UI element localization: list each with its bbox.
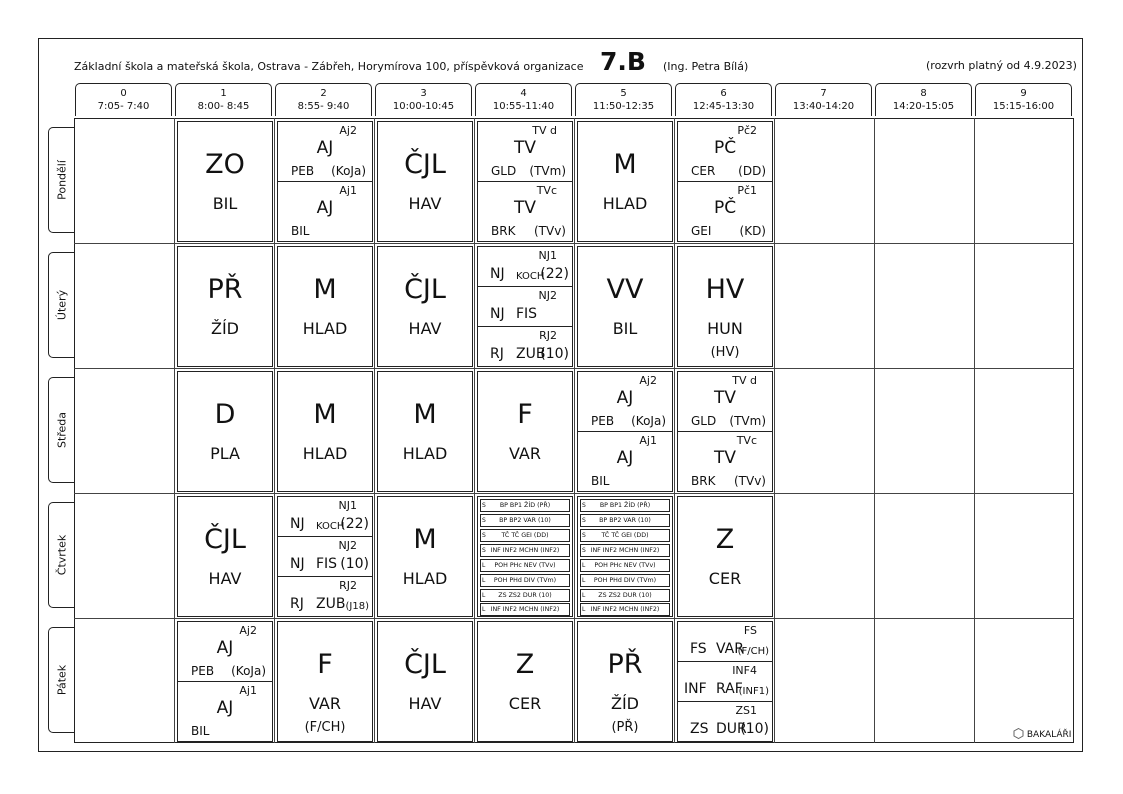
teacher-code: BRK xyxy=(491,224,516,238)
mini-lesson xyxy=(480,589,570,602)
lesson-cell[interactable] xyxy=(577,121,673,242)
week-marker: L xyxy=(582,592,586,599)
day-label: Čtvrtek xyxy=(55,534,68,576)
subject: AJ xyxy=(216,638,234,658)
group-name: TV d xyxy=(732,374,757,387)
mini-lesson-text: INF INF2 MCHN (INF2) xyxy=(490,547,560,554)
class-teacher: (Ing. Petra Bílá) xyxy=(663,60,749,73)
period-header-2 xyxy=(275,83,372,116)
room: (HV) xyxy=(710,345,740,360)
teacher-code: RAF xyxy=(716,681,743,697)
group-lesson xyxy=(178,682,272,742)
subject: TV xyxy=(713,448,736,468)
group-name: Aj2 xyxy=(639,374,657,387)
teacher-code: HLAD xyxy=(302,444,348,463)
teacher-code: CER xyxy=(708,569,742,588)
mini-lesson-text: BP BP1 ŽÍD (PŘ) xyxy=(499,502,551,509)
lesson-cell[interactable] xyxy=(577,246,673,367)
teacher-code: PEB xyxy=(591,414,615,428)
period-number: 3 xyxy=(420,88,427,99)
lesson-cell[interactable] xyxy=(677,121,773,242)
mini-lesson xyxy=(580,559,670,572)
teacher-code: CER xyxy=(691,164,716,178)
lesson-cell[interactable] xyxy=(277,496,373,617)
teacher-code: GEI xyxy=(691,224,712,238)
week-marker: L xyxy=(482,562,486,569)
mini-lesson-text: INF INF2 MCHN (INF2) xyxy=(590,606,660,613)
day-tab-monday xyxy=(48,127,74,233)
period-number: 2 xyxy=(320,88,327,99)
group-name: Aj2 xyxy=(339,124,357,137)
teacher-code: BIL xyxy=(191,724,210,738)
room: (KD) xyxy=(739,224,766,238)
group-lesson xyxy=(278,577,372,617)
subject: NJ xyxy=(290,516,305,532)
week-marker: S xyxy=(482,547,486,554)
group-lesson xyxy=(478,122,572,182)
mini-lesson xyxy=(580,574,670,587)
mini-lesson xyxy=(580,499,670,512)
group-name: NJ2 xyxy=(538,289,557,302)
mini-lesson xyxy=(480,574,570,587)
period-number: 1 xyxy=(220,88,227,99)
teacher-code: VAR xyxy=(309,694,341,713)
group-name: Aj1 xyxy=(239,684,257,697)
subject: PČ xyxy=(713,198,737,218)
teacher-code: ZUB xyxy=(516,346,546,362)
subject: ZO xyxy=(205,149,245,180)
subject: AJ xyxy=(316,138,334,158)
school-name: Základní škola a mateřská škola, Ostrava - Zábřeh, Horymírova 100, příspěvková organizace xyxy=(74,60,584,73)
grid-line xyxy=(774,118,775,743)
group-lesson xyxy=(678,662,772,702)
teacher-code: GLD xyxy=(691,414,717,428)
lesson-cell[interactable] xyxy=(477,496,573,617)
teacher-code: GLD xyxy=(491,164,517,178)
subject: AJ xyxy=(616,388,634,408)
period-number: 5 xyxy=(620,88,627,99)
teacher-code: HAV xyxy=(408,194,442,213)
group-lesson xyxy=(278,497,372,537)
week-marker: S xyxy=(482,517,486,524)
group-lesson xyxy=(678,182,772,242)
lesson-cell[interactable] xyxy=(277,246,373,367)
subject: AJ xyxy=(216,698,234,718)
teacher-code: PLA xyxy=(210,444,240,463)
mini-lesson-text: TČ TČ GEI (DD) xyxy=(501,532,549,539)
period-header-3 xyxy=(375,83,472,116)
mini-lesson xyxy=(480,514,570,527)
period-header-7 xyxy=(775,83,872,116)
week-marker: S xyxy=(582,502,586,509)
group-lesson xyxy=(178,622,272,682)
group-lesson xyxy=(678,622,772,662)
lesson-cell[interactable] xyxy=(677,371,773,492)
grid-line xyxy=(74,243,1074,244)
room: (10) xyxy=(340,556,369,572)
mini-lesson xyxy=(580,544,670,557)
group-name: ZS1 xyxy=(735,704,757,717)
subject: NJ xyxy=(490,306,505,322)
mini-lesson-text: BP BP2 VAR (10) xyxy=(599,517,651,524)
day-label: Pondělí xyxy=(55,160,68,200)
grid-line xyxy=(874,118,875,743)
subject: F xyxy=(517,399,533,430)
mini-lesson-text: POH PHc NEV (TVv) xyxy=(594,562,656,569)
week-marker: L xyxy=(582,606,586,613)
week-marker: S xyxy=(482,502,486,509)
lesson-cell[interactable] xyxy=(177,621,273,742)
lesson-cell[interactable] xyxy=(677,246,773,367)
room: (10) xyxy=(740,721,769,737)
mini-lesson-text: BP BP1 ŽÍD (PŘ) xyxy=(599,502,651,509)
group-name: TV d xyxy=(532,124,557,137)
period-time: 10:00-10:45 xyxy=(392,101,455,112)
bakalari-logo-icon xyxy=(1013,728,1024,739)
mini-lesson-text: ZS ZS2 DUR (10) xyxy=(498,592,552,599)
subject: PČ xyxy=(713,138,737,158)
room: (J18) xyxy=(345,601,369,612)
subject: F xyxy=(317,649,333,680)
teacher-code: HLAD xyxy=(402,444,448,463)
subject: AJ xyxy=(316,198,334,218)
week-marker: S xyxy=(582,532,586,539)
teacher-code: HAV xyxy=(408,694,442,713)
group-lesson xyxy=(678,372,772,432)
group-lesson xyxy=(478,182,572,242)
validity-date: (rozvrh platný od 4.9.2023) xyxy=(926,59,1077,72)
week-marker: S xyxy=(482,532,486,539)
period-header-4 xyxy=(475,83,572,116)
mini-lesson-text: POH PHc NEV (TVv) xyxy=(494,562,556,569)
group-name: INF4 xyxy=(732,664,757,677)
week-marker: S xyxy=(582,517,586,524)
lesson-cell[interactable] xyxy=(577,621,673,742)
teacher-code: BRK xyxy=(691,474,716,488)
teacher-code: ZUB xyxy=(316,596,346,612)
day-label: Středa xyxy=(55,411,68,449)
period-time: 10:55-11:40 xyxy=(492,101,555,112)
group-name: RJ2 xyxy=(339,579,357,592)
period-header-1 xyxy=(175,83,272,116)
period-time: 7:05- 7:40 xyxy=(97,101,150,112)
lesson-cell[interactable] xyxy=(577,371,673,492)
mini-lesson xyxy=(580,529,670,542)
subject: ČJL xyxy=(404,274,446,305)
subject: FS xyxy=(690,641,707,657)
grid-line xyxy=(74,368,1074,369)
day-label: Pátek xyxy=(55,664,68,696)
room: (KoJa) xyxy=(631,414,666,428)
grid-line xyxy=(374,118,375,743)
mini-lesson-text: POH PHd DIV (TVm) xyxy=(593,577,657,584)
lesson-cell[interactable] xyxy=(177,121,273,242)
group-name: TVc xyxy=(536,184,557,197)
room: (22) xyxy=(340,516,369,532)
teacher-code: ŽÍD xyxy=(211,319,239,338)
teacher-code: DUR xyxy=(716,721,747,737)
mini-lesson-text: ZS ZS2 DUR (10) xyxy=(598,592,652,599)
week-marker: L xyxy=(582,562,586,569)
subject: TV xyxy=(713,388,736,408)
lesson-cell[interactable] xyxy=(377,246,473,367)
subject: Z xyxy=(515,649,535,680)
period-header-8 xyxy=(875,83,972,116)
teacher-code: KOCH xyxy=(516,271,545,282)
group-lesson xyxy=(278,537,372,577)
teacher-code: CER xyxy=(508,694,542,713)
group-name: TVc xyxy=(736,434,757,447)
room: (PŘ) xyxy=(611,720,639,735)
teacher-code: BIL xyxy=(591,474,610,488)
mini-lesson-text: INF INF2 MCHN (INF2) xyxy=(490,606,560,613)
subject: Z xyxy=(715,524,735,555)
subject: HV xyxy=(705,274,745,305)
period-number: 7 xyxy=(820,88,827,99)
teacher-code: ŽÍD xyxy=(611,694,639,713)
mini-lesson xyxy=(580,603,670,616)
subject: TV xyxy=(513,138,536,158)
room: (DD) xyxy=(738,164,766,178)
week-marker: L xyxy=(482,592,486,599)
week-marker: L xyxy=(482,577,486,584)
lesson-cell[interactable] xyxy=(377,121,473,242)
lesson-cell[interactable] xyxy=(177,496,273,617)
day-label: Úterý xyxy=(55,289,68,321)
subject: ČJL xyxy=(404,649,446,680)
teacher-code: BIL xyxy=(612,319,638,338)
mini-lesson-text: TČ TČ GEI (DD) xyxy=(601,532,649,539)
week-marker: L xyxy=(482,606,486,613)
group-name: Aj1 xyxy=(639,434,657,447)
group-lesson xyxy=(478,327,572,367)
teacher-code: HUN xyxy=(707,319,743,338)
group-name: NJ1 xyxy=(538,249,557,262)
subject: ČJL xyxy=(404,149,446,180)
grid-line xyxy=(274,118,275,743)
day-tab-friday xyxy=(48,627,74,733)
group-name: Aj1 xyxy=(339,184,357,197)
lesson-cell[interactable] xyxy=(177,371,273,492)
room: (TVv) xyxy=(733,474,766,488)
group-lesson xyxy=(678,432,772,492)
period-header-5 xyxy=(575,83,672,116)
grid-line xyxy=(74,618,1074,619)
period-number: 6 xyxy=(720,88,727,99)
grid-line xyxy=(174,118,175,743)
subject: RJ xyxy=(290,596,304,612)
room: (F/CH) xyxy=(737,646,769,657)
week-marker: S xyxy=(582,547,586,554)
room: (TVv) xyxy=(533,224,566,238)
mini-lesson-text: INF INF2 MCHN (INF2) xyxy=(590,547,660,554)
subject: NJ xyxy=(490,266,505,282)
teacher-code: PEB xyxy=(191,664,215,678)
mini-lesson-text: BP BP2 VAR (10) xyxy=(499,517,551,524)
period-header-0 xyxy=(75,83,172,116)
group-lesson xyxy=(678,702,772,742)
group-name: Pč1 xyxy=(737,184,757,197)
lesson-cell[interactable] xyxy=(477,246,573,367)
teacher-code: HLAD xyxy=(302,319,348,338)
subject: PŘ xyxy=(607,649,643,680)
teacher-code: FIS xyxy=(316,556,338,572)
period-time: 12:45-13:30 xyxy=(692,101,755,112)
room: (TVm) xyxy=(729,414,766,428)
lesson-cell[interactable] xyxy=(577,496,673,617)
teacher-code: FIS xyxy=(516,306,538,322)
group-lesson xyxy=(278,122,372,182)
mini-lesson xyxy=(580,589,670,602)
subject: AJ xyxy=(616,448,634,468)
teacher-code: PEB xyxy=(291,164,315,178)
grid-line xyxy=(574,118,575,743)
group-name: RJ2 xyxy=(539,329,557,342)
lesson-cell[interactable] xyxy=(477,121,573,242)
period-time: 11:50-12:35 xyxy=(592,101,655,112)
grid-line xyxy=(974,118,975,743)
period-time: 14:20-15:05 xyxy=(892,101,955,112)
bakalari-logo xyxy=(1013,728,1071,740)
period-time: 8:55- 9:40 xyxy=(297,101,350,112)
day-tab-tuesday xyxy=(48,252,74,358)
period-time: 15:15-16:00 xyxy=(992,101,1055,112)
teacher-code: HLAD xyxy=(602,194,648,213)
week-marker: L xyxy=(582,577,586,584)
mini-lesson xyxy=(480,529,570,542)
lesson-cell[interactable] xyxy=(377,496,473,617)
lesson-cell[interactable] xyxy=(377,371,473,492)
group-lesson xyxy=(578,432,672,492)
subject: M xyxy=(613,149,637,180)
period-number: 4 xyxy=(520,88,527,99)
room: (INF1) xyxy=(738,686,769,697)
group-lesson xyxy=(478,287,572,327)
teacher-code: BIL xyxy=(291,224,310,238)
room: (10) xyxy=(540,346,569,362)
group-lesson xyxy=(478,247,572,287)
subject: M xyxy=(313,399,337,430)
lesson-cell[interactable] xyxy=(377,621,473,742)
mini-lesson xyxy=(480,603,570,616)
subject: ZS xyxy=(690,721,709,737)
room: (TVm) xyxy=(529,164,566,178)
subject: NJ xyxy=(290,556,305,572)
subject: PŘ xyxy=(207,274,243,305)
mini-lesson xyxy=(480,559,570,572)
grid-line xyxy=(74,493,1074,494)
lesson-cell[interactable] xyxy=(677,621,773,742)
room: (F/CH) xyxy=(304,720,346,735)
class-name: 7.B xyxy=(600,47,646,76)
lesson-cell[interactable] xyxy=(277,621,373,742)
lesson-cell[interactable] xyxy=(477,371,573,492)
period-time: 8:00- 8:45 xyxy=(197,101,250,112)
teacher-code: HLAD xyxy=(402,569,448,588)
period-number: 0 xyxy=(120,88,127,99)
mini-lesson-text: POH PHd DIV (TVm) xyxy=(493,577,557,584)
mini-lesson xyxy=(480,499,570,512)
lesson-cell[interactable] xyxy=(277,371,373,492)
subject: RJ xyxy=(490,346,504,362)
group-lesson xyxy=(578,372,672,432)
subject: INF xyxy=(684,681,707,697)
teacher-code: BIL xyxy=(212,194,238,213)
grid-line xyxy=(674,118,675,743)
teacher-code: VAR xyxy=(509,444,541,463)
subject: M xyxy=(313,274,337,305)
logo-text: BAKALÁŘI xyxy=(1026,730,1072,740)
group-name: FS xyxy=(743,624,757,637)
lesson-cell[interactable] xyxy=(177,246,273,367)
teacher-code: VAR xyxy=(716,641,744,657)
teacher-code: HAV xyxy=(208,569,242,588)
group-name: NJ1 xyxy=(338,499,357,512)
mini-lesson xyxy=(480,544,570,557)
subject: VV xyxy=(606,274,644,305)
group-name: NJ2 xyxy=(338,539,357,552)
period-number: 8 xyxy=(920,88,927,99)
subject: ČJL xyxy=(204,524,246,555)
period-number: 9 xyxy=(1020,88,1027,99)
period-header-9 xyxy=(975,83,1072,116)
room: (22) xyxy=(540,266,569,282)
room: (KoJa) xyxy=(331,164,366,178)
room: (KoJa) xyxy=(231,664,266,678)
lesson-cell[interactable] xyxy=(477,621,573,742)
lesson-cell[interactable] xyxy=(677,496,773,617)
period-time: 13:40-14:20 xyxy=(792,101,855,112)
grid-line xyxy=(474,118,475,743)
group-lesson xyxy=(278,182,372,242)
group-name: Aj2 xyxy=(239,624,257,637)
teacher-code: HAV xyxy=(408,319,442,338)
subject: TV xyxy=(513,198,536,218)
subject: M xyxy=(413,399,437,430)
subject: D xyxy=(214,399,236,430)
day-tab-thursday xyxy=(48,502,74,608)
group-lesson xyxy=(678,122,772,182)
period-header-6 xyxy=(675,83,772,116)
lesson-cell[interactable] xyxy=(277,121,373,242)
group-name: Pč2 xyxy=(737,124,757,137)
subject: M xyxy=(413,524,437,555)
day-tab-wednesday xyxy=(48,377,74,483)
teacher-code: KOCH xyxy=(316,521,345,532)
mini-lesson xyxy=(580,514,670,527)
